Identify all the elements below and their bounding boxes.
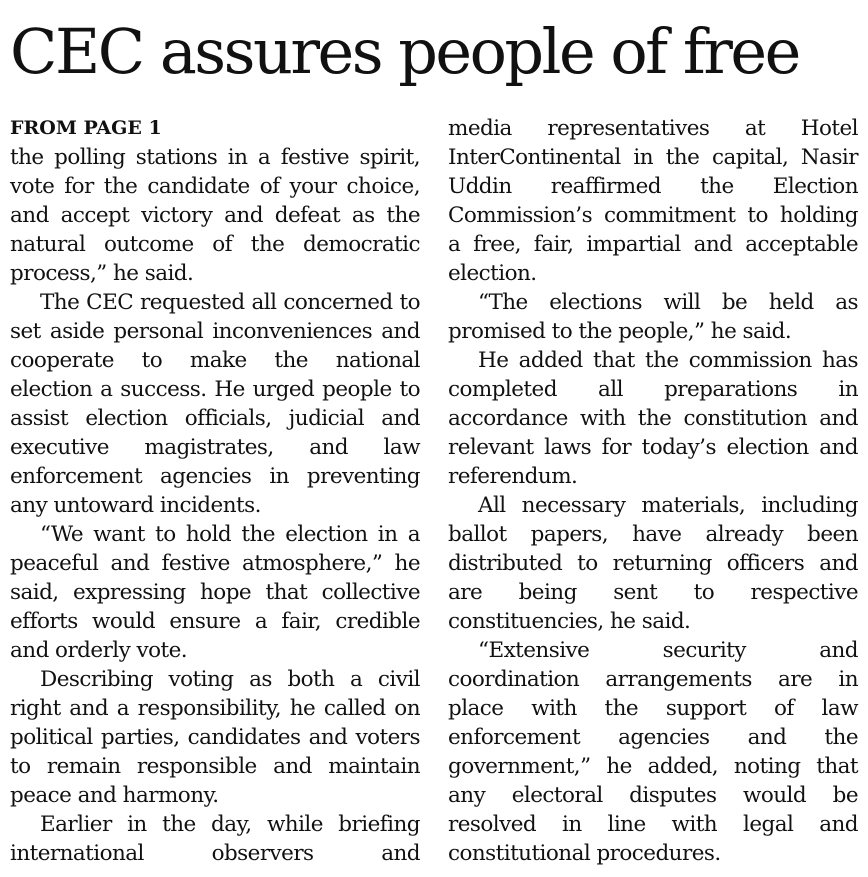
paragraph: “Extensive security and coordination arrangements are in place with the support of law enforcement agencies and the government,” he added, noting that any electoral disputes would be resolved in line with legal and constitutional procedures. (448, 638, 858, 866)
article-column-right (448, 114, 858, 868)
paragraph: “The elections will be held as promised to the people,” he said. (448, 290, 858, 344)
paragraph-continued: Earlier in the day, while briefing international observers and (10, 812, 420, 866)
paragraph: All necessary materials, including ballot papers, have already been distributed to returning officers and are being sent to respective constituencies, he said. (448, 493, 858, 634)
paragraph-continuation: media representatives at Hotel InterContinental in the capital, Nasir Uddin reaffirmed the Election Commission’s commitment to holding a free, fair, impartial and acceptable election. (448, 116, 858, 286)
paragraph: the polling stations in a festive spirit, vote for the candidate of your choice, and accept victory and defeat as the natural outcome of the democratic process,” he said. (10, 145, 420, 286)
paragraph: Describing voting as both a civil right and a responsibility, he called on political parties, candidates and voters to remain responsible and maintain peace and harmony. (10, 667, 420, 808)
article-column-left (10, 114, 420, 868)
paragraph: He added that the commission has completed all preparations in accordance with the constitution and relevant laws for today’s election and referendum. (448, 348, 858, 489)
dateline: FROM PAGE 1 (10, 117, 162, 139)
paragraph: The CEC requested all concerned to set aside personal inconveniences and cooperate to make the national election a success. He urged people to assist election officials, judicial and executive magistrates, and law enforcement agencies in preventing any untoward incidents. (10, 290, 420, 518)
headline: CEC assures people of free (10, 15, 799, 88)
paragraph: “We want to hold the election in a peaceful and festive atmosphere,” he said, expressing hope that collective efforts would ensure a fair, credible and orderly vote. (10, 522, 420, 663)
